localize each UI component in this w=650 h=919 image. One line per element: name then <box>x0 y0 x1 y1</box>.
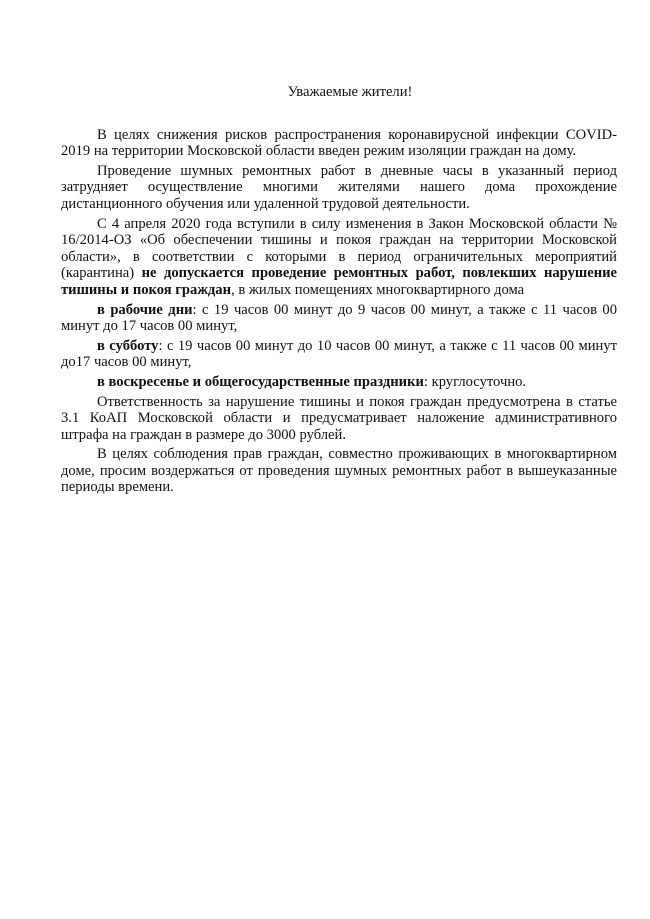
paragraph-law-change <box>61 216 617 299</box>
law-change-text: С 4 апреля 2020 года вступили в силу изменения в Закон Московской области № 16/2014-ОЗ «Об обеспечении тишины и покоя граждан на территории Московской области», в соответствии с которыми в период ограничительных мероприятий (карантина) <box>61 215 617 282</box>
notice-title: Уважаемые жители! <box>287 84 413 100</box>
paragraph-noise-impact: Проведение шумных ремонтных работ в дневные часы в указанный период затрудняет осуществление многими жителями нашего дома прохождение дистанционного обучения или удаленной трудовой деятельности. <box>61 162 617 212</box>
law-change-bold-text: не допускается проведение ремонтных работ, повлекших нарушение тишины и покоя граждан <box>61 265 617 298</box>
paragraph-covid-isolation: В целях снижения рисков распространения коронавирусной инфекции COVID-2019 на территории Московской области введен режим изоляции граждан на дому. <box>61 126 617 160</box>
paragraph-weekdays <box>61 302 617 335</box>
sunday-hours: : круглосуточно. <box>423 373 527 390</box>
paragraph-saturday <box>61 338 617 371</box>
paragraph-request: В целях соблюдения прав граждан, совместно проживающих в многоквартирном доме, просим воздержаться от проведения шумных ремонтных работ в вышеуказанные периоды времени. <box>61 446 617 496</box>
paragraph-liability: Ответственность за нарушение тишины и покоя граждан предусмотрена в статье 3.1 КоАП Московской области и предусматривает наложение административного штрафа на граждан в размере до 3000 рублей. <box>61 393 617 443</box>
notice-document <box>61 84 617 496</box>
paragraph-sunday <box>61 374 617 391</box>
saturday-label: в субботу <box>97 337 159 354</box>
weekdays-hours: : с 19 часов 00 минут до 9 часов 00 минут, а также с 11 часов 00 минут до 17 часов 00 минут, <box>61 301 617 335</box>
law-change-text-end: , в жилых помещениях многоквартирного дома <box>231 281 525 298</box>
weekdays-label: в рабочие дни <box>97 301 193 318</box>
saturday-hours: : с 19 часов 00 минут до 10 часов 00 минут, а также с 11 часов 00 минут до17 часов 00 минут, <box>61 337 617 371</box>
sunday-label: в воскресенье и общегосударственные праздники <box>97 373 424 390</box>
